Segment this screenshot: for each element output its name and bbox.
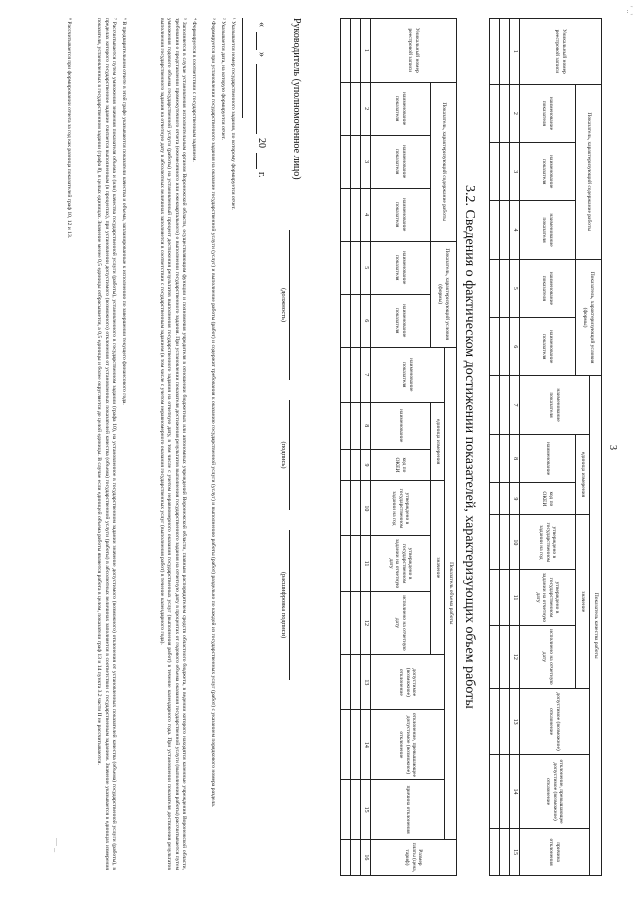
footnote-2: ² Указывается дата, на которую формируется отчет.: [220, 18, 226, 140]
indicator-name-header: наименование показателя: [520, 376, 590, 434]
content-indicator-name-1: наименование показателя: [520, 84, 576, 142]
decode-caption: (расшифровка подписи): [280, 571, 287, 639]
fulfilled-header: исполнено на отчетную дату: [520, 625, 576, 689]
content-indicator-name-1: наименование показателя: [371, 82, 431, 135]
approved-date-header: утверждено в государственном задании на отчетную дату: [520, 570, 576, 625]
volume-indicator-header: Показатель объема работы: [445, 347, 457, 839]
approved-year-header: утверждено в государственном задании на год: [520, 515, 576, 570]
column-number: 8: [361, 402, 371, 449]
content-indicator-name-3: наименование показателя: [520, 201, 576, 259]
column-number: 4: [510, 201, 520, 259]
quality-indicators-table: [489, 18, 602, 876]
date-close-quote: »: [256, 52, 267, 57]
column-number: 3: [361, 135, 371, 188]
reason-header: причина отклонения: [520, 829, 590, 876]
content-indicator-name-2: наименование показателя: [371, 135, 431, 188]
value-header: значение: [431, 481, 445, 655]
column-number: 14: [361, 710, 371, 780]
edge-scratch-mark: — _: [53, 838, 62, 852]
column-number: 1: [361, 19, 371, 83]
footnote-divider: [242, 18, 243, 118]
reason-header: причина отклонения: [371, 780, 445, 839]
column-number: 9: [510, 483, 520, 515]
column-number: 7: [361, 347, 371, 402]
column-number: 11: [361, 536, 371, 591]
fulfilled-header: исполнено на отчетную дату: [371, 591, 431, 655]
position-caption: (должность): [280, 287, 287, 323]
footnote-6: ⁶ В предварительном отчете в этой графе указываются показатели качества и объема, запланированные к исполнению по завершении текущего финансового года.: [121, 18, 127, 405]
conditions-indicator-header: Показатель, характеризующий условия (формы): [576, 259, 602, 376]
footnote-1: ¹ Указывается номер государственного задания, по которому формируется отчет.: [230, 18, 236, 210]
registry-number-header: Уникальный номер реестровой записи: [520, 19, 602, 85]
position-line: [289, 230, 302, 380]
column-number: 4: [361, 188, 371, 241]
year-prefix: 20: [256, 138, 267, 148]
column-number: 8: [510, 434, 520, 483]
column-number: 15: [510, 829, 520, 876]
footnote-5: ⁵ Заполняется в случае установления исполнительным органом Воронежской области, осуществляющим функции и полномочия учредителя в отношении бюджетных или автономных учреждений Воронежской области, главным распорядителем средств областного бюджета, в ведении которого находятся казенные учреждения Воронежской области, требования о представлении промежуточного отчета (ежемесячного или ежеквартального) о выполнении государственного задания. При установлении показателя достижения результатов выполнения государственного задания на отчетную дату в процентах от годового объема оказания государственной услуги (выполнения работы) рассчитывается путем умножения годового объема государственной услуги (работы) на установленный процент достижения результатов выполнения государственного задания на отчетную дату, в том числе с учетом неравномерного оказания государственных услуг (выполнения работ) в течение календарного года. При установлении показателя достижения результатов выполнения государственного задания на отчетную дату в абсолютных величинах заполняется в соответствии с государственным заданием (в том числе с учетом неравномерного оказания государственных услуг (выполнения работ) в течение календарного года).: [159, 18, 187, 870]
column-number: 6: [361, 294, 371, 347]
column-number-row: [510, 19, 520, 876]
column-number: 15: [361, 780, 371, 839]
unit-header: единица измерения: [576, 434, 590, 515]
column-number: 12: [361, 591, 371, 655]
footnote-4: ⁴ Формируется в соответствии с государственным заданием.: [191, 18, 197, 162]
content-indicator-header: Показатель, характеризующий содержание работы: [576, 84, 602, 259]
column-number: 5: [361, 241, 371, 294]
column-number: 14: [510, 754, 520, 828]
column-number: 7: [510, 376, 520, 434]
table-row: [490, 19, 500, 876]
approved-year-header: утверждено в государственном задании на год: [371, 481, 431, 536]
column-number: 6: [510, 318, 520, 376]
content-indicator-name-3: наименование показателя: [371, 188, 431, 241]
column-number: 10: [361, 481, 371, 536]
unit-name-header: наименование: [371, 402, 431, 449]
year-suffix: г.: [256, 172, 267, 178]
rotated-document: [40, 0, 640, 880]
quality-indicator-header: Показатель качества работы: [590, 376, 602, 876]
allowed-deviation-header: допустимое (возможное) отклонение: [520, 689, 590, 755]
page-number: 3: [607, 445, 618, 450]
condition-indicator-name-2: наименование показателя: [371, 294, 431, 347]
condition-indicator-name-2: наименование показателя: [520, 318, 576, 376]
conditions-indicator-header: Показатель, характеризующий условия (формы): [431, 241, 457, 347]
excess-deviation-header: отклонение, превышающее допустимое (возможное) отклонение: [371, 710, 445, 780]
value-header: значение: [576, 515, 590, 689]
column-number: 3: [510, 143, 520, 201]
column-number: 2: [361, 82, 371, 135]
unit-name-header: наименование: [520, 434, 576, 483]
footnote-8: ⁸ Рассчитывается при формировании отчета за год как разница показателей граф 10, 12 и 13.: [66, 18, 72, 239]
signatory-label: Руководитель (уполномоченное лицо): [291, 18, 302, 180]
table-row: [351, 19, 361, 876]
decode-line: [289, 530, 302, 680]
column-number: 10: [510, 515, 520, 570]
month-line: [256, 64, 267, 134]
table-row: [341, 19, 351, 876]
registry-number-header: Уникальный номер реестровой записи: [371, 19, 457, 83]
footnote-3: ³ Формируется при установлении государственного задания на оказание государственной услуги (услуг) и выполнение работы (работ) и содержит требования к оказанию государственной услуги (услуг) и выполнению работы (работ) раздельно по каждой из государственных услуг (работ) с указанием порядкового номера раздела.: [210, 18, 216, 808]
indicator-name-header: наименование показателя: [371, 347, 445, 402]
signature-caption: (подпись): [280, 441, 287, 469]
okei-code-header: код по ОКЕИ: [520, 483, 576, 515]
approved-date-header: утверждено в государственном задании на отчетную дату: [371, 536, 431, 591]
volume-indicators-table: [340, 18, 457, 876]
corner-scratch-mark: ' ..': [625, 6, 634, 15]
signature-line: [289, 400, 302, 510]
column-number: 11: [510, 570, 520, 625]
column-number: 5: [510, 259, 520, 317]
column-number: 16: [361, 839, 371, 875]
section-title: 3.2. Сведения о фактическом достижении показателей, характеризующих объем работы: [462, 185, 477, 709]
date-open-quote: «: [256, 22, 267, 27]
column-number: 13: [510, 689, 520, 755]
content-indicator-header: Показатель, характеризующий содержание работы: [431, 82, 457, 241]
column-number: 9: [361, 449, 371, 481]
condition-indicator-name-1: наименование показателя: [520, 259, 576, 317]
content-indicator-name-2: наименование показателя: [520, 143, 576, 201]
allowed-deviation-header: допустимое (возможное) отклонение: [371, 655, 445, 710]
okei-code-header: код по ОКЕИ: [371, 449, 431, 481]
day-line: [256, 32, 267, 50]
column-number-row: [361, 19, 371, 876]
column-number: 13: [361, 655, 371, 710]
fee-header: Размер платы (цена, тариф): [371, 839, 457, 875]
unit-header: единица измерения: [431, 402, 445, 480]
excess-deviation-header: отклонение, превышающее допустимое (возможное) отклонение: [520, 754, 590, 828]
table-row: [500, 19, 510, 876]
footnote-7: ⁷ Рассчитывается путем умножения значения показателя объема и (или) качества государственной услуги (работы), установленного в государственном задании (графа 10), на установленное в государственном задании значение допустимого (возможного) отклонения от установленных показателей качества (объема) государственной услуги (работы), в пределах которого государственное задание считается выполненным (в процентах), при установлении допустимого (возможного) отклонения от установленных показателей качества (объема) государственной услуги (работы) в абсолютных величинах заполняется в соответствии с государственным заданием. Значение указывается в единицах измерения показателя, установленных в государственном задании (графа 8), в целых единицах. Значение менее 0,5 единицы отбрасывается, а 0,5 единицы и более округляется до целой единицы. В случае если единицей объема работы является работа в целом, показатели граф 13 и 14 пункта 3.2 части II не рассчитываются.: [96, 18, 117, 870]
condition-indicator-name-1: наименование показателя: [371, 241, 431, 294]
column-number: 2: [510, 84, 520, 142]
year-line: [256, 153, 267, 169]
column-number: 1: [510, 19, 520, 85]
column-number: 12: [510, 625, 520, 689]
